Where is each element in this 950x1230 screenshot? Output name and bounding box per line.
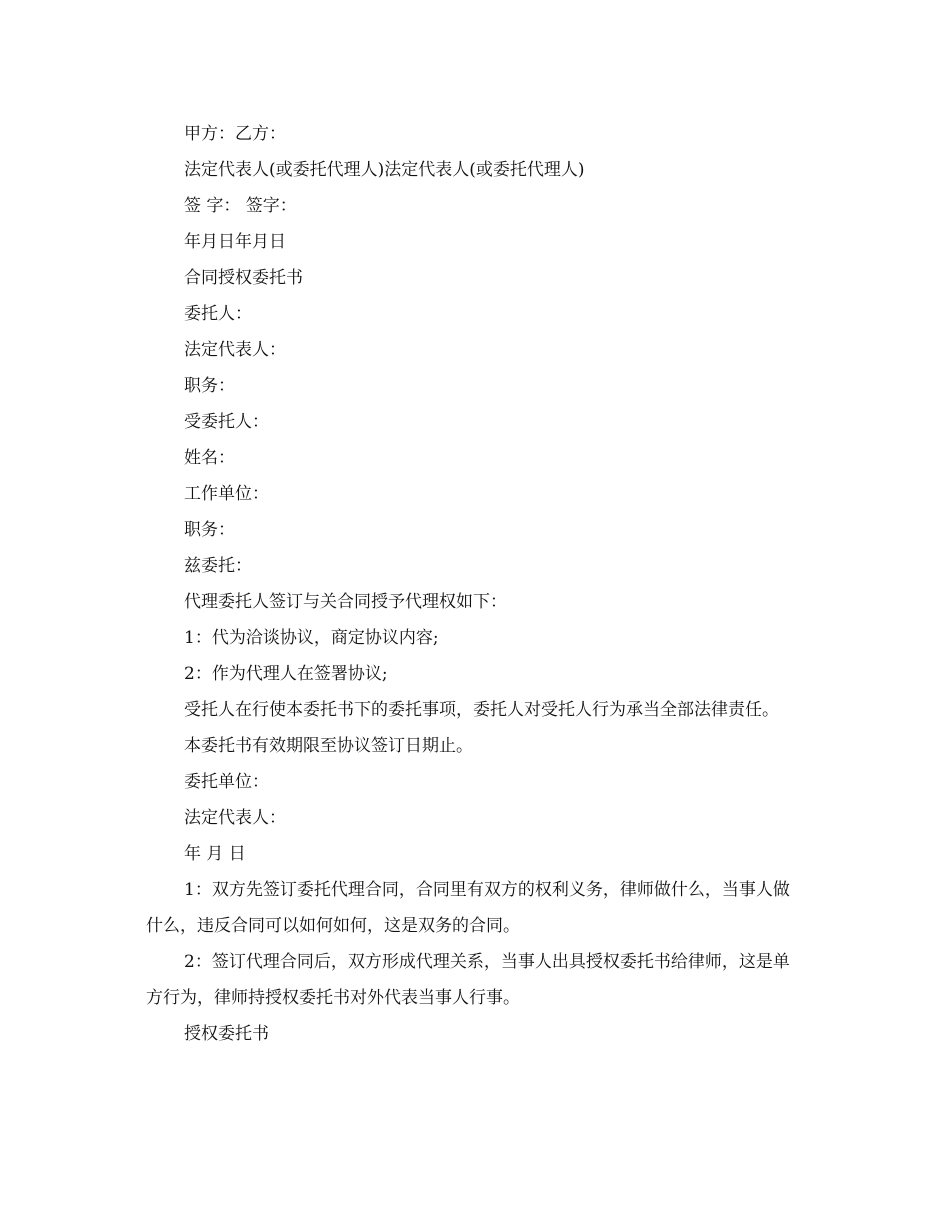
- employer-field: 工作单位：: [184, 484, 269, 504]
- authority-item-2: 2：作为代理人在签署协议;: [184, 664, 388, 684]
- document-body: [146, 116, 806, 1052]
- liability-paragraph: 受托人在行使本委托书下的委托事项，委托人对受托人行为承当全部法律责任。: [184, 700, 779, 720]
- party-heading: 甲方：乙方：: [184, 124, 286, 144]
- signature-line: 签 字： 签字：: [184, 196, 297, 216]
- issuing-representative-field: 法定代表人：: [184, 808, 286, 828]
- authority-item-1: 1：代为洽谈协议，商定协议内容;: [184, 628, 439, 648]
- legal-representative-field: 法定代表人：: [184, 340, 286, 360]
- agent-position-field: 职务：: [184, 520, 235, 540]
- issuing-unit-field: 委托单位：: [184, 772, 269, 792]
- legal-representative-line: 法定代表人(或委托代理人)法定代表人(或委托代理人): [184, 160, 585, 180]
- section-title: 合同授权委托书: [184, 268, 303, 288]
- explanation-paragraph-2: 2：签订代理合同后，双方形成代理关系，当事人出具授权委托书给律师，这是单方行为，律师持授权委托书对外代表当事人行事。: [146, 952, 790, 1008]
- position-field: 职务：: [184, 376, 235, 396]
- principal-field: 委托人：: [184, 304, 252, 324]
- closing-title: 授权委托书: [184, 1024, 269, 1044]
- issue-date-field: 年 月 日: [184, 844, 246, 864]
- validity-paragraph: 本委托书有效期限至协议签订日期止。: [184, 736, 473, 756]
- name-field: 姓名：: [184, 448, 235, 468]
- date-line: 年月日年月日: [184, 232, 286, 252]
- hereby-authorize: 兹委托：: [184, 556, 252, 576]
- agent-field: 受委托人：: [184, 412, 269, 432]
- explanation-paragraph-1: 1：双方先签订委托代理合同，合同里有双方的权利义务，律师做什么，当事人做什么，违反合同可以如何如何，这是双务的合同。: [146, 880, 790, 936]
- authority-intro: 代理委托人签订与关合同授予代理权如下：: [184, 592, 507, 612]
